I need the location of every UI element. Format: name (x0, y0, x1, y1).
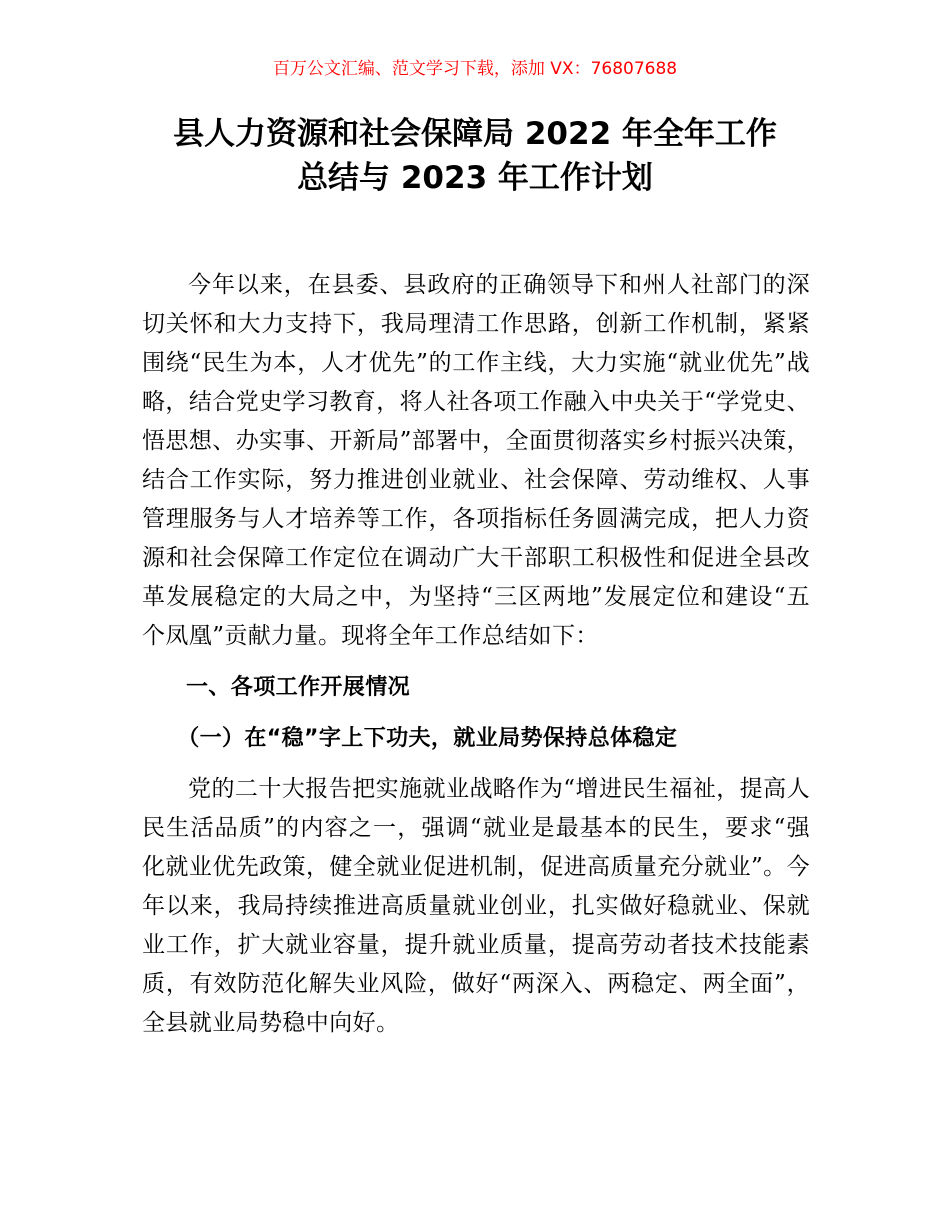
subsection-heading-1: （一）在“稳”字上下功夫，就业局势保持总体稳定 (177, 726, 678, 751)
document-title (0, 112, 950, 200)
section-heading-1: 一、各项工作开展情况 (186, 675, 411, 700)
document-title-line-1: 县人力资源和社会保障局 2022 年全年工作 (173, 116, 777, 152)
intro-paragraph: 今年以来，在县委、县政府的正确领导下和州人社部门的深切关怀和大力支持下，我局理清工作思路，创新工作机制，紧紧围绕“民生为本，人才优先”的工作主线，大力实施“就业优先”战略，结合党史学习教育，将人社各项工作融入中央关于“学党史、悟思想、办实事、开新局”部署中，全面贯彻落实乡村振兴决策，结合工作实际，努力推进创业就业、社会保障、劳动维权、人事管理服务与人才培养等工作，各项指标任务圆满完成，把人力资源和社会保障工作定位在调动广大干部职工积极性和促进全县改革发展稳定的大局之中，为坚持“三区两地”发展定位和建设“五个凤凰”贡献力量。现将全年工作总结如下： (142, 272, 810, 649)
promo-header-note: 百万公文汇编、范文学习下载，添加 VX：76807688 (272, 59, 678, 79)
document-body (142, 266, 810, 1043)
subsection-1-paragraph: 党的二十大报告把实施就业战略作为“增进民生福祉，提高人民生活品质”的内容之一，强调“就业是最基本的民生，要求“强化就业优先政策，健全就业促进机制，促进高质量充分就业”。今年以来，我局持续推进高质量就业创业，扎实做好稳就业、保就业工作，扩大就业容量，提升就业质量，提高劳动者技术技能素质，有效防范化解失业风险，做好“两深入、两稳定、两全面”，全县就业局势稳中向好。 (142, 776, 810, 1036)
document-title-line-2: 总结与 2023 年工作计划 (297, 160, 653, 196)
